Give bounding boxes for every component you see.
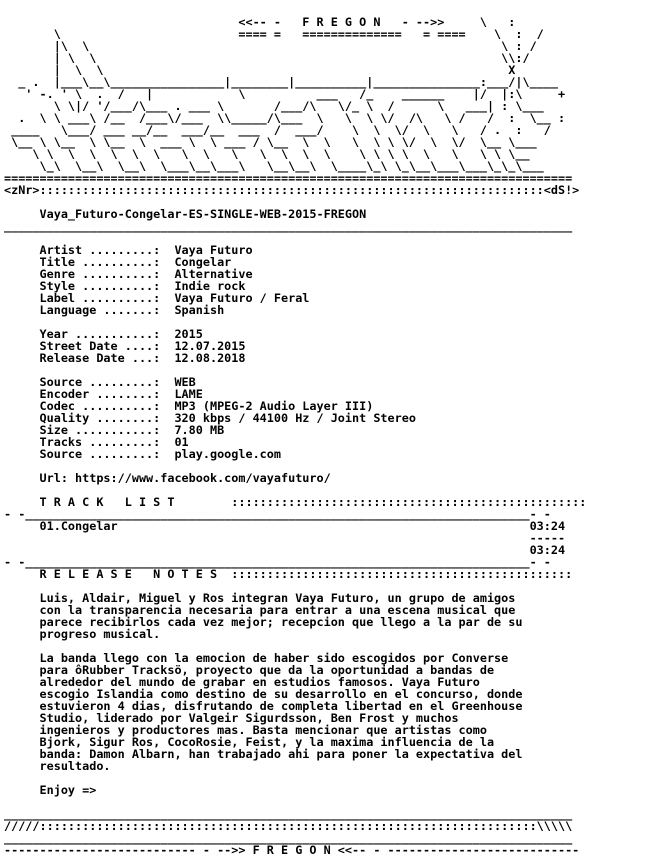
nfo-line: \_\ \__\ \__\ \___\__\___\ \__\__\ \____\_\ \_\__\___\___\_\_\___ [4, 159, 544, 173]
nfo-line: \ \|/ '/___/\___ . ___ \ /___/\ \/_ \ / \ ___| : \___ [4, 99, 544, 113]
nfo-line: Source .........: WEB [4, 375, 196, 389]
nfo-line: \ ==== = ============== = ==== \ : / [4, 27, 544, 41]
nfo-line: Street Date ....: 12.07.2015 [4, 339, 246, 353]
nfo-line: Codec ..........: MP3 (MPEG-2 Audio Layer III) [4, 399, 374, 413]
nfo-line: parece recibirlos cada vez mejor; recepcion que llego a la par de su [4, 615, 523, 629]
nfo-line: Year ...........: 2015 [4, 327, 203, 341]
nfo-line: ingenieros y productores mas. Basta mencionar que artistas como [4, 723, 487, 737]
nfo-line: Genre ..........: Alternative [4, 267, 253, 281]
nfo-line: Release Date ...: 12.08.2018 [4, 351, 246, 365]
nfo-line: Title ..........: Congelar [4, 255, 232, 269]
nfo-line: \__ \ \__ \ \__ \ ___ \ \ ___ / \__ \ \ \ \ \ \/ \ \/ \__ \___ [4, 135, 537, 149]
nfo-line: Tracks .........: 01 [4, 435, 189, 449]
nfo-line: 01.Congelar 03:24 [4, 519, 566, 533]
nfo-line: . \ \ ___\ /__ /___\/___ \\_____/\___ \ \ \ \/ /\ \ / / : \__ : [4, 111, 566, 125]
nfo-line: ----- [4, 531, 566, 545]
nfo-line: ' -. ' \ . / | \ ___ /_ ______ |/ |:\ + [4, 87, 566, 101]
nfo-line: <zNr>:::::::::::::::::::::::::::::::::::::::::::::::::::::::::::::::::::::::<dS!> [4, 183, 580, 197]
nfo-line: banda: Damon Albarn, han trabajado ahi para poner la expectativa del [4, 747, 523, 761]
nfo-line: Style ..........: Indie rock [4, 279, 246, 293]
nfo-line: Artist .........: Vaya Futuro [4, 243, 253, 257]
nfo-line: para ôRubber Tracksö, proyecto que da la oportunidad a bandas de [4, 663, 495, 677]
nfo-line: estuvieron 4 dias, disfrutando de completa libertad en el Greenhouse [4, 699, 523, 713]
nfo-line: <<-- - F R E G O N - -->> \ : [4, 15, 516, 29]
nfo-line: - -_______________________________________________________________________- - [4, 507, 551, 521]
nfo-line: _ . |___\__\________________|________|__________|_______________:___/|\____ [4, 75, 558, 89]
nfo-line: Label ..........: Vaya Futuro / Feral [4, 291, 310, 305]
nfo-line: progreso musical. [4, 627, 161, 641]
nfo-line: \ \ \ \ \ \ \ \ \ \ \ \ \ \ \ \ \ \ \ \ \ \ \__ [4, 147, 530, 161]
nfo-line: /////::::::::::::::::::::::::::::::::::::::::::::::::::::::::::::::::::::::\\\\\ [4, 819, 573, 833]
nfo-line: resultado. [4, 759, 111, 773]
nfo-line: | \ \ \\:/ [4, 51, 537, 65]
nfo-line: ________________________________________________________________________________ [4, 219, 573, 233]
nfo-line: Enjoy => [4, 783, 97, 797]
nfo-line: Size ...........: 7.80 MB [4, 423, 225, 437]
nfo-line: - -_______________________________________________________________________- - [4, 555, 551, 569]
nfo-line: escogio Islandia como destino de su desarrollo en el concurso, donde [4, 687, 523, 701]
nfo-line: |\ \ \ : / [4, 39, 537, 53]
nfo-line: R E L E A S E N O T E S :::::::::::::::::::::::::::::::::::::::::::::::: [4, 567, 573, 581]
nfo-line: | \ \ X [4, 63, 516, 77]
nfo-line: Source .........: play.google.com [4, 447, 281, 461]
nfo-line: Bjork, Sigur Ros, CocoRosie, Feist, y la maxima influencia de la [4, 735, 495, 749]
nfo-line: Quality ........: 320 kbps / 44100 Hz / Joint Stereo [4, 411, 416, 425]
nfo-line: 03:24 [4, 543, 566, 557]
nfo-line: Language .......: Spanish [4, 303, 225, 317]
nfo-line: ================================================================================ [4, 171, 573, 185]
nfo-line: ____ \___/ ___ __/__ ___/__ ___ / ___/ \ \ \/ \ \ / . : / [4, 123, 551, 137]
nfo-line: Encoder ........: LAME [4, 387, 203, 401]
nfo-line: con la transparencia necesaria para entrar a una escena musical que [4, 603, 516, 617]
nfo-line: --------------------------- - -->> F R E G O N <<-- - --------------------------- [4, 843, 580, 857]
nfo-line: Luis, Aldair, Miguel y Ros integran Vaya Futuro, un grupo de amigos [4, 591, 516, 605]
nfo-line: T R A C K L I S T :::::::::::::::::::::::::::::::::::::::::::::::::: [4, 495, 587, 509]
nfo-line: alrededor del mundo de grabar en estudios famosos. Vaya Futuro [4, 675, 480, 689]
nfo-line: ________________________________________________________________________________ [4, 807, 573, 821]
nfo-line: Url: https://www.facebook.com/vayafuturo/ [4, 471, 331, 485]
nfo-document [4, 4, 586, 856]
nfo-line: Studio, liderado por Valgeir Sigurdsson, Ben Frost y muchos [4, 711, 459, 725]
nfo-line: ________________________________________________________________________________ [4, 831, 573, 845]
nfo-line: La banda llego con la emocion de haber sido escogidos por Converse [4, 651, 509, 665]
nfo-line: Vaya_Futuro-Congelar-ES-SINGLE-WEB-2015-FREGON [4, 207, 367, 221]
